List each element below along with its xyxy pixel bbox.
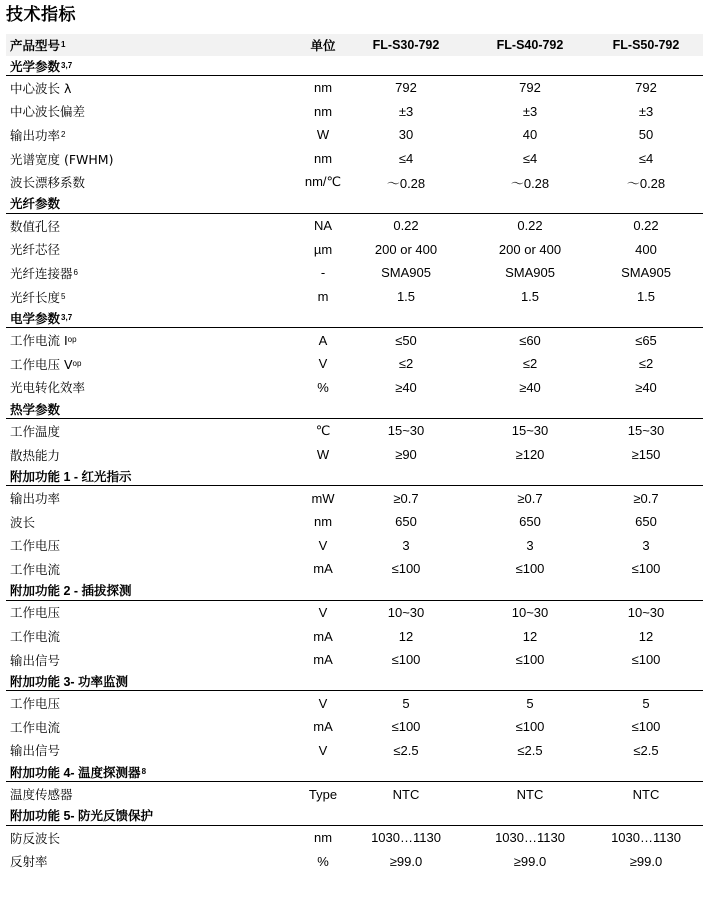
value-cell: ≥0.7	[517, 490, 543, 506]
section-header	[6, 194, 703, 214]
table-row	[6, 170, 703, 194]
row-label: 光纤芯径	[10, 242, 61, 258]
section-header	[6, 399, 703, 419]
section-title: 附加功能 1 - 红光指示	[10, 469, 132, 484]
table-row	[6, 534, 703, 558]
value-cell: NTC	[632, 786, 660, 802]
value-cell: 1.5	[520, 289, 540, 305]
row-label: 工作电流	[10, 561, 61, 577]
value-cell: ≤100	[391, 561, 421, 577]
row-label: 输出功率	[10, 491, 61, 507]
unit-cell: V	[318, 742, 328, 758]
unit-cell: V	[318, 695, 328, 711]
section-title: 光学参数	[10, 59, 61, 74]
table-row	[6, 849, 703, 873]
table-row	[6, 486, 703, 510]
table-row	[6, 624, 703, 648]
row-label-cell	[10, 510, 35, 534]
row-label-cell	[10, 76, 71, 100]
value-cell: 0.22	[393, 218, 419, 234]
section-title-cell	[10, 806, 153, 825]
unit-cell: W	[316, 447, 330, 463]
value-cell: 15~30	[511, 423, 549, 439]
table-row	[6, 285, 703, 309]
section-title-cell	[10, 194, 60, 213]
table-row	[6, 691, 703, 715]
value-cell: 12	[398, 628, 414, 644]
value-cell: ±3	[398, 103, 414, 119]
unit-cell: µm	[313, 241, 333, 257]
value-cell: ～0.28	[386, 175, 426, 191]
section-title-cell: 光学参数 3,7	[10, 56, 72, 75]
unit-cell: nm	[313, 151, 333, 167]
section-title: 附加功能 5- 防光反馈保护	[10, 809, 154, 824]
section-header	[6, 806, 703, 826]
row-label-cell	[10, 486, 60, 510]
row-label-cell: 输出功率 2	[10, 127, 66, 143]
row-label-cell	[10, 147, 113, 171]
row-label: 光纤长度	[10, 289, 61, 305]
value-cell: 3	[526, 537, 534, 553]
value-cell: ≤100	[391, 652, 421, 668]
row-label-cell	[10, 601, 60, 625]
table-row	[6, 739, 703, 763]
unit-cell: ℃	[315, 422, 331, 438]
row-label-cell	[10, 782, 73, 806]
value-cell: ≥0.7	[393, 490, 419, 506]
row-label: 反射率	[10, 854, 48, 870]
value-cell: 200 or 400	[498, 241, 562, 257]
row-label: 输出信号	[10, 652, 61, 668]
value-cell: ±3	[638, 103, 654, 119]
value-cell: ≤100	[631, 561, 661, 577]
row-label: 工作电压	[10, 605, 61, 621]
table-row	[6, 261, 703, 285]
value-cell: 200 or 400	[374, 241, 438, 257]
value-cell: SMA905	[505, 265, 555, 281]
value-cell: ≤4	[398, 151, 414, 167]
value-cell: 1.5	[636, 289, 656, 305]
unit-cell: V	[318, 356, 328, 372]
value-cell: 3	[402, 537, 410, 553]
value-cell: 400	[635, 241, 657, 257]
header-product-model-label: 产品型号	[10, 39, 61, 53]
row-label: 工作温度	[10, 423, 61, 439]
value-cell: 792	[395, 80, 417, 96]
value-cell: ≥40	[635, 379, 657, 395]
unit-cell: nm/℃	[304, 174, 342, 190]
value-cell: NTC	[516, 786, 544, 802]
value-cell: 40	[522, 127, 538, 143]
section-header	[6, 308, 703, 328]
table-row	[6, 238, 703, 262]
value-cell: 1030…1130	[371, 830, 441, 846]
section-title-cell	[10, 399, 60, 418]
value-cell: ≥40	[519, 379, 541, 395]
unit-cell: mA	[313, 561, 333, 577]
value-cell: ≤4	[522, 151, 538, 167]
value-cell: ≤100	[631, 719, 661, 735]
value-cell: ≥40	[395, 379, 417, 395]
row-label-cell	[10, 557, 60, 581]
table-row	[6, 100, 703, 124]
table-row	[6, 648, 703, 672]
section-title: 热学参数	[10, 402, 61, 417]
value-cell: ≥120	[515, 447, 545, 463]
value-cell: 30	[398, 127, 414, 143]
value-cell: ≤4	[638, 151, 654, 167]
unit-cell: Type	[308, 786, 338, 802]
table-header-row	[6, 34, 703, 56]
value-cell: 50	[638, 127, 654, 143]
value-cell: ≤100	[391, 719, 421, 735]
value-cell: 5	[526, 695, 534, 711]
table-row	[6, 601, 703, 625]
value-cell: 650	[519, 514, 541, 530]
section-title: 光纤参数	[10, 197, 61, 212]
table-row	[6, 826, 703, 850]
value-cell: ≥150	[631, 447, 661, 463]
value-cell: SMA905	[621, 265, 671, 281]
row-label-cell	[10, 849, 48, 873]
table-row	[6, 557, 703, 581]
value-cell: 792	[635, 80, 657, 96]
value-cell: 15~30	[387, 423, 425, 439]
row-label-cell: 工作电压 V op	[10, 356, 82, 372]
value-cell: ≥99.0	[389, 853, 423, 869]
value-cell: 12	[522, 628, 538, 644]
section-title-cell: 电学参数 3,7	[10, 308, 72, 327]
value-cell: 1.5	[396, 289, 416, 305]
section-title: 附加功能 4- 温度探测器	[10, 765, 141, 780]
row-label: 波长漂移系数	[10, 175, 86, 191]
value-cell: 10~30	[627, 604, 665, 620]
row-label-cell	[10, 419, 60, 443]
table-row	[6, 715, 703, 739]
row-label-cell	[10, 238, 60, 262]
header-cell: 产品型号 1	[10, 34, 65, 56]
row-label: 工作电压	[10, 696, 61, 712]
unit-cell: m	[317, 289, 329, 305]
value-cell: ～0.28	[510, 175, 550, 191]
value-cell: ≤2.5	[633, 742, 659, 758]
value-cell: ≥0.7	[633, 490, 659, 506]
value-cell: ≤2.5	[393, 742, 419, 758]
section-title-cell	[10, 581, 132, 600]
value-cell: ≤100	[515, 719, 545, 735]
unit-cell: %	[317, 853, 329, 869]
row-label: 散热能力	[10, 447, 61, 463]
value-cell: ～0.28	[626, 175, 666, 191]
value-cell: NTC	[392, 786, 420, 802]
value-cell: ≤100	[515, 652, 545, 668]
value-cell: 10~30	[387, 604, 425, 620]
row-label-cell	[10, 170, 85, 194]
row-label-cell	[10, 739, 60, 763]
section-title-cell: 附加功能 4- 温度探测器 8	[10, 762, 146, 781]
header-model: FL-S40-792	[496, 38, 564, 52]
value-cell: ≤50	[395, 332, 417, 348]
section-title: 附加功能 2 - 插拔探测	[10, 584, 132, 599]
value-cell: ≥99.0	[513, 853, 547, 869]
value-cell: ≥99.0	[629, 853, 663, 869]
value-cell: 0.22	[517, 218, 543, 234]
row-label: 中心波长 λ	[10, 80, 72, 96]
row-label: 波长	[10, 514, 36, 530]
unit-cell: A	[318, 332, 328, 348]
section-title: 附加功能 3- 功率监测	[10, 674, 129, 689]
row-label: 工作电流	[10, 719, 61, 735]
table-row	[6, 782, 703, 806]
value-cell: ≤2	[522, 356, 538, 372]
value-cell: ≤60	[519, 332, 541, 348]
value-cell: ≤2.5	[517, 742, 543, 758]
row-label-cell	[10, 443, 60, 467]
unit-cell: mA	[313, 652, 333, 668]
row-label-cell	[10, 826, 60, 850]
value-cell: 650	[635, 514, 657, 530]
unit-cell: nm	[313, 103, 333, 119]
value-cell: ≤65	[635, 332, 657, 348]
table-row	[6, 352, 703, 376]
value-cell: ≥90	[395, 447, 417, 463]
section-header	[6, 56, 703, 76]
value-cell: ≤100	[631, 652, 661, 668]
header-model: FL-S50-792	[612, 38, 680, 52]
value-cell: 12	[638, 628, 654, 644]
row-label-cell	[10, 715, 60, 739]
value-cell: ≤2	[638, 356, 654, 372]
row-label: 光电转化效率	[10, 380, 86, 396]
section-header	[6, 762, 703, 782]
value-cell: 10~30	[511, 604, 549, 620]
section-header	[6, 581, 703, 601]
table-row	[6, 123, 703, 147]
unit-cell: nm	[313, 830, 333, 846]
value-cell: 5	[642, 695, 650, 711]
row-label-cell	[10, 691, 60, 715]
section-header	[6, 671, 703, 691]
header-unit: 单位	[310, 39, 336, 53]
unit-cell: mA	[313, 628, 333, 644]
unit-cell: V	[318, 604, 328, 620]
row-label-cell	[10, 376, 85, 400]
value-cell: 5	[402, 695, 410, 711]
header-model: FL-S30-792	[372, 38, 440, 52]
unit-cell: %	[317, 379, 329, 395]
unit-cell: -	[320, 265, 326, 281]
row-label-cell: 光纤长度 5	[10, 289, 66, 305]
row-label-cell: 工作电流 I op	[10, 333, 77, 349]
row-label: 光谱宽度 (FWHM)	[10, 151, 114, 167]
value-cell: ≤100	[515, 561, 545, 577]
value-cell: 1030…1130	[495, 830, 565, 846]
spec-table	[6, 34, 703, 873]
row-label: 输出信号	[10, 743, 61, 759]
value-cell: SMA905	[381, 265, 431, 281]
row-label: 工作电流 I	[10, 333, 68, 349]
table-row	[6, 76, 703, 100]
value-cell: ≤2	[398, 356, 414, 372]
value-cell: 792	[519, 80, 541, 96]
row-label: 工作电流	[10, 629, 61, 645]
row-label: 数值孔径	[10, 218, 61, 234]
table-row	[6, 214, 703, 238]
table-row	[6, 443, 703, 467]
row-label: 中心波长偏差	[10, 104, 86, 120]
section-header	[6, 466, 703, 486]
value-cell: 0.22	[633, 218, 659, 234]
table-row	[6, 510, 703, 534]
table-row	[6, 147, 703, 171]
unit-cell: NA	[313, 218, 333, 234]
unit-cell: nm	[313, 80, 333, 96]
row-label-cell	[10, 648, 60, 672]
section-title-cell	[10, 466, 132, 485]
value-cell: 3	[642, 537, 650, 553]
section-title: 电学参数	[10, 311, 61, 326]
table-row	[6, 419, 703, 443]
row-label-cell: 光纤连接器 6	[10, 265, 78, 281]
value-cell: 650	[395, 514, 417, 530]
row-label: 光纤连接器	[10, 265, 73, 281]
row-label: 温度传感器	[10, 787, 73, 803]
unit-cell: mA	[313, 719, 333, 735]
unit-cell: V	[318, 537, 328, 553]
unit-cell: W	[316, 127, 330, 143]
unit-cell: mW	[311, 490, 335, 506]
row-label: 工作电压	[10, 538, 61, 554]
section-title-cell	[10, 671, 128, 690]
row-label-cell	[10, 100, 85, 124]
unit-cell: nm	[313, 514, 333, 530]
value-cell: 1030…1130	[611, 830, 681, 846]
table-row	[6, 328, 703, 352]
row-label: 防反波长	[10, 830, 61, 846]
row-label-cell	[10, 214, 60, 238]
table-row	[6, 376, 703, 400]
page-title: 技术指标	[6, 5, 76, 25]
table-body	[6, 56, 703, 873]
row-label: 工作电压 V	[10, 356, 73, 372]
row-label: 输出功率	[10, 127, 61, 143]
value-cell: ±3	[522, 103, 538, 119]
row-label-cell	[10, 534, 60, 558]
row-label-cell	[10, 624, 60, 648]
value-cell: 15~30	[627, 423, 665, 439]
